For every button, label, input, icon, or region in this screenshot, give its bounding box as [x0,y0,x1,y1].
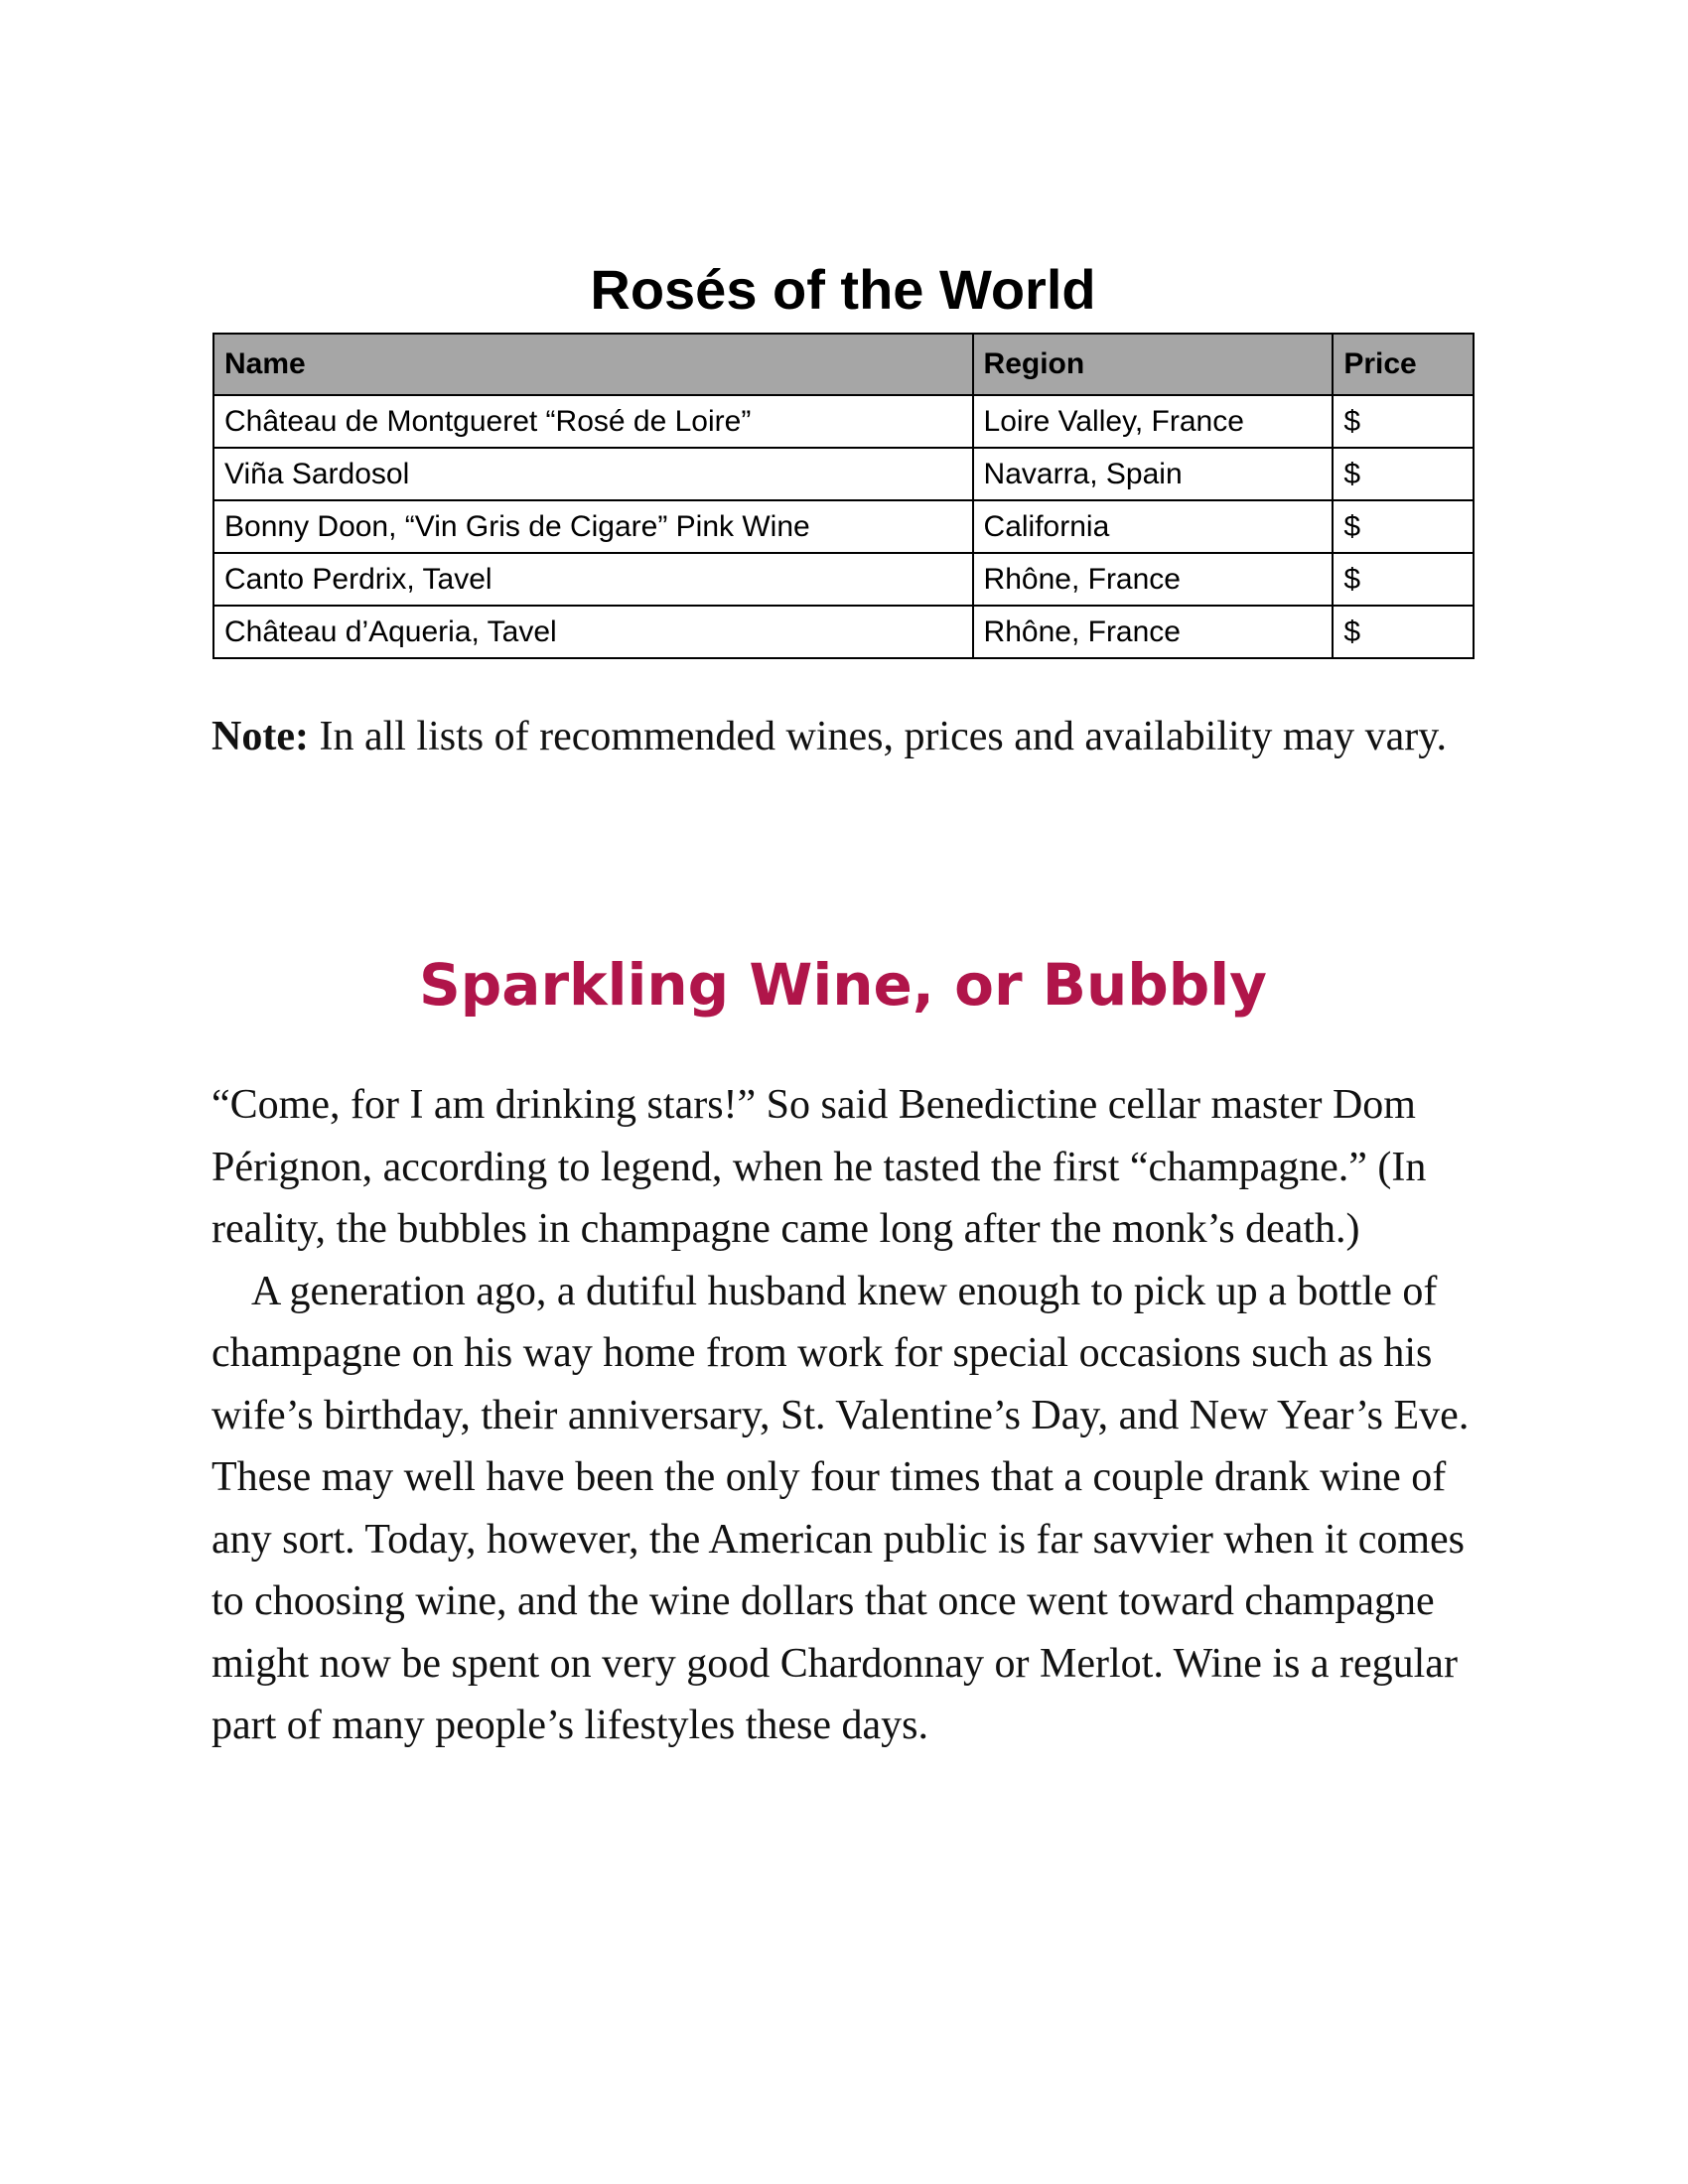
cell-region: Navarra, Spain [973,448,1334,500]
cell-region: Rhône, France [973,553,1334,606]
cell-region: Rhône, France [973,606,1334,658]
cell-name: Château d’Aqueria, Tavel [213,606,973,658]
table-header-row [213,334,1474,395]
cell-price: $ [1333,500,1474,553]
section-heading: Sparkling Wine, or Bubbly [419,951,1267,1019]
table-row [213,395,1474,448]
cell-name: Viña Sardosol [213,448,973,500]
cell-name: Canto Perdrix, Tavel [213,553,973,606]
header-name: Name [213,334,973,395]
cell-region: California [973,500,1334,553]
body-paragraph: A generation ago, a dutiful husband knew enough to pick up a bottle of champagne on his way home from work for special occasions such as his wife’s birthday, their anniversary, St. Valentine’s Day, and New Year’s Eve. These may well have been the only four times that a couple drank wine of any sort. Today, however, the American public is far savvier when it comes to choosing wine, and the wine dollars that once went toward champagne might now be spent on very good Chardonnay or Merlot. Wine is a regular part of many people’s lifestyles these days. [211,1268,1470,1748]
section-body [211,1074,1492,1757]
cell-price: $ [1333,606,1474,658]
header-price: Price [1333,334,1474,395]
note-text: In all lists of recommended wines, prices and availability may vary. [308,714,1448,759]
note-paragraph [211,706,1492,767]
table-row [213,500,1474,553]
cell-name: Bonny Doon, “Vin Gris de Cigare” Pink Wine [213,500,973,553]
cell-price: $ [1333,395,1474,448]
cell-price: $ [1333,553,1474,606]
roses-table [212,333,1475,659]
cell-region: Loire Valley, France [973,395,1334,448]
header-region: Region [973,334,1334,395]
body-paragraph: “Come, for I am drinking stars!” So said Benedictine cellar master Dom Pérignon, according to legend, when he tasted the first “champagne.” (In reality, the bubbles in champagne came long after the monk’s death.) [211,1082,1427,1252]
table-row [213,448,1474,500]
cell-name: Château de Montgueret “Rosé de Loire” [213,395,973,448]
cell-price: $ [1333,448,1474,500]
table-row [213,553,1474,606]
table-row [213,606,1474,658]
note-label: Note: [211,714,309,759]
table-title: Rosés of the World [590,258,1096,321]
